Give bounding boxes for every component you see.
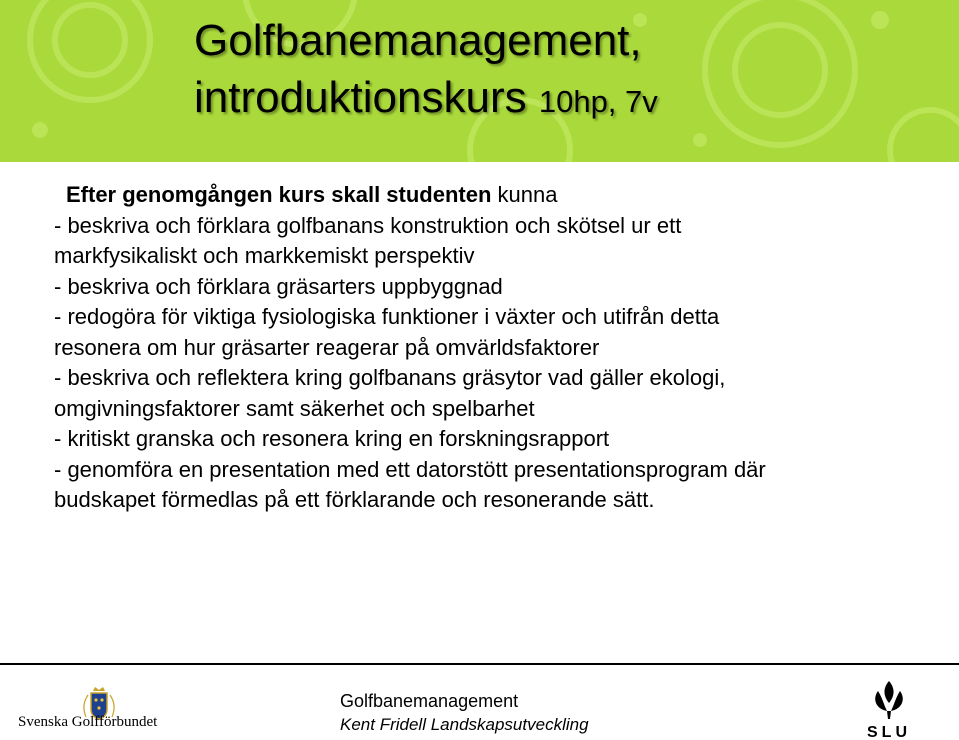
- footer-course: Golfbanemanagement: [340, 691, 519, 711]
- objective-line: omgivningsfaktorer samt säkerhet och spelbarhet: [54, 395, 535, 421]
- objective-line: markfysikaliskt och markkemiskt perspektiv: [54, 243, 475, 268]
- objective-line: - genomföra en presentation med ett datorstött presentationsprogram där: [54, 456, 766, 482]
- slu-logo-icon: [856, 677, 922, 740]
- footer-divider: [0, 663, 959, 665]
- objectives-lead: [54, 180, 934, 211]
- objective-line: resonera om hur gräsarter reagerar på omvärldsfaktorer: [54, 334, 600, 360]
- title-line-2: [194, 69, 934, 130]
- footer-info: [340, 689, 640, 737]
- sgf-logo-text: Svenska Golfförbundet: [18, 714, 158, 730]
- title-suffix: 10hp, 7v: [538, 84, 658, 119]
- title-main: introduktionskurs: [194, 73, 527, 122]
- objective-line: - redogöra för viktiga fysiologiska funktioner i växter och utifrån detta: [54, 304, 720, 329]
- lead-bold: Efter genomgången kurs skall studenten: [66, 182, 492, 207]
- objective-line: - beskriva och förklara golfbanans konstruktion och skötsel ur ett: [54, 212, 682, 238]
- title-line-1: Golfbanemanagement,: [194, 16, 642, 65]
- footer-author: Kent Fridell Landskapsutveckling: [340, 715, 589, 734]
- slu-logo-text: SLU: [867, 724, 911, 740]
- svenska-golfforbundet-logo-icon: [18, 683, 158, 740]
- course-objectives: [54, 180, 934, 516]
- objective-line: budskapet förmedlas på ett förklarande och resonerande sätt.: [54, 487, 655, 512]
- objective-line: - kritiskt granska och resonera kring en forskningsrapport: [54, 426, 610, 451]
- page-title: [194, 12, 934, 130]
- objective-line: - beskriva och reflektera kring golfbanans gräsytor vad gäller ekologi,: [54, 365, 726, 390]
- objective-line: - beskriva och förklara gräsarters uppbyggnad: [54, 273, 503, 299]
- title-banner: [0, 0, 959, 162]
- lead-rest: kunna: [491, 182, 558, 207]
